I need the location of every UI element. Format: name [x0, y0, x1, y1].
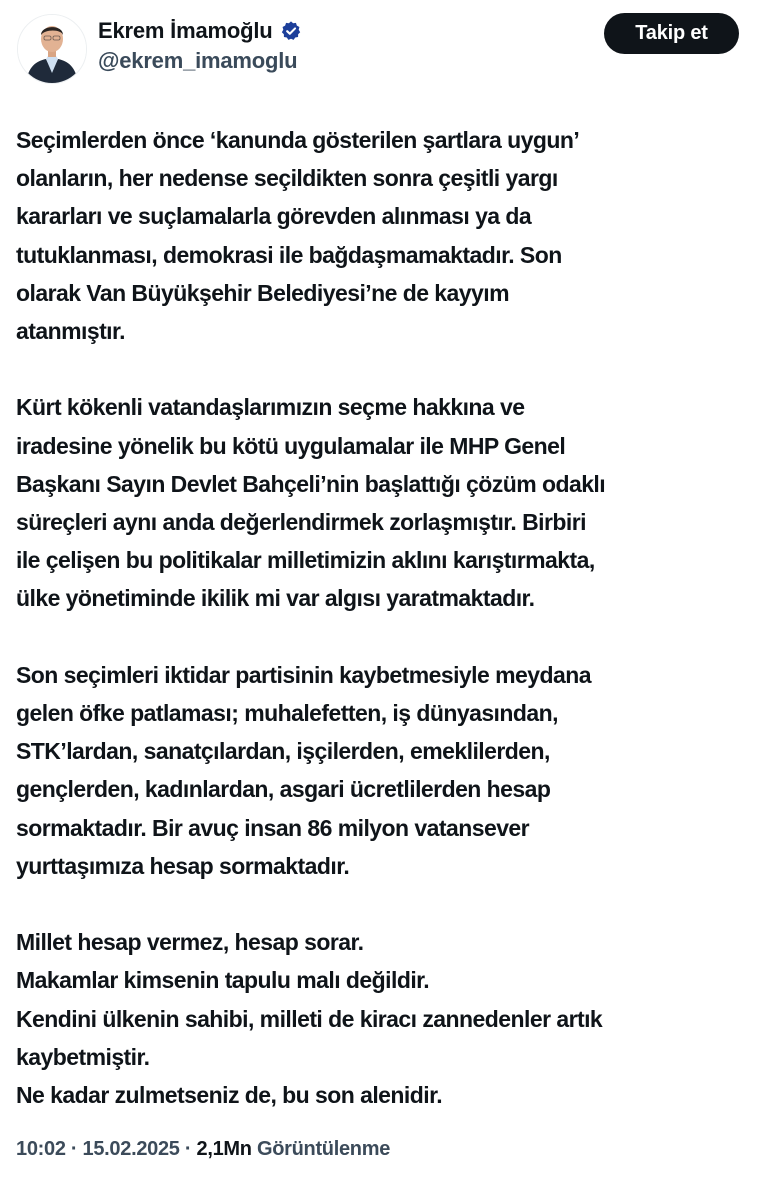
- user-identity[interactable]: [98, 16, 302, 74]
- text-line: kaybetmiştir.: [16, 1043, 150, 1070]
- text-line: ülke yönetiminde ikilik mi var algısı yaratmaktadır.: [16, 585, 535, 612]
- text-line: ile çelişen bu politikalar milletimizin aklını karıştırmakta,: [16, 547, 595, 574]
- avatar-image: [18, 15, 86, 83]
- text-line: tutuklanması, demokrasi ile bağdaşmamaktadır. Son: [16, 241, 562, 268]
- display-name[interactable]: Ekrem İmamoğlu: [98, 18, 273, 43]
- tweet-paragraph: [16, 388, 761, 617]
- text-line: Kendini ülkenin sahibi, milleti de kiracı zannedenler artık: [16, 1005, 603, 1032]
- text-line: Ne kadar zulmetseniz de, bu son alenidir.: [16, 1082, 443, 1109]
- tweet-meta: [16, 1138, 390, 1161]
- text-line: Makamlar kimsenin tapulu malı değildir.: [16, 967, 430, 994]
- meta-separator: ·: [179, 1138, 197, 1160]
- tweet-date[interactable]: 15.02.2025: [82, 1138, 180, 1160]
- text-line: Başkanı Sayın Devlet Bahçeli’nin başlattığı çözüm odaklı: [16, 470, 606, 497]
- tweet-paragraph: [16, 923, 761, 1114]
- user-handle[interactable]: @ekrem_imamoglu: [98, 48, 298, 73]
- text-line: Seçimlerden önce ‘kanunda gösterilen şartlara uygun’: [16, 127, 580, 153]
- views-count: 2,1Mn: [196, 1138, 252, 1160]
- paragraph-gap: [16, 350, 761, 388]
- views-label: Görüntülenme: [251, 1138, 391, 1160]
- tweet-paragraph: [16, 656, 761, 885]
- follow-button[interactable]: Takip et: [604, 13, 739, 54]
- text-line: olarak Van Büyükşehir Belediyesi’ne de kayyım: [16, 279, 510, 306]
- text-line: iradesine yönelik bu kötü uygulamalar ile MHP Genel: [16, 432, 566, 459]
- paragraph-gap: [16, 885, 761, 923]
- text-line: Son seçimleri iktidar partisinin kaybetmesiyle meydana: [16, 661, 591, 688]
- text-line: gençlerden, kadınlardan, asgari ücretlilerden hesap: [16, 776, 551, 803]
- text-line: sormaktadır. Bir avuç insan 86 milyon vatansever: [16, 814, 530, 841]
- verified-badge-icon: [280, 20, 302, 42]
- text-line: STK’lardan, sanatçılardan, işçilerden, emeklilerden,: [16, 738, 550, 765]
- text-line: Millet hesap vermez, hesap sorar.: [16, 929, 364, 956]
- text-line: olanların, her nedense seçildikten sonra çeşitli yargı: [16, 165, 558, 192]
- tweet-text: [16, 121, 761, 1114]
- tweet-paragraph: [16, 121, 761, 350]
- text-line: kararları ve suçlamalarla görevden alınması ya da: [16, 203, 532, 230]
- text-line: gelen öfke patlaması; muhalefetten, iş dünyasından,: [16, 700, 558, 727]
- tweet-time[interactable]: 10:02: [16, 1138, 66, 1160]
- avatar[interactable]: [17, 14, 87, 84]
- paragraph-gap: [16, 618, 761, 656]
- text-line: yurttaşımıza hesap sormaktadır.: [16, 852, 350, 879]
- text-line: Kürt kökenli vatandaşlarımızın seçme hakkına ve: [16, 394, 525, 421]
- meta-separator: ·: [65, 1138, 83, 1160]
- tweet-header: [0, 0, 770, 100]
- text-line: süreçleri aynı anda değerlendirmek zorlaşmıştır. Birbiri: [16, 509, 586, 536]
- text-line: atanmıştır.: [16, 318, 125, 345]
